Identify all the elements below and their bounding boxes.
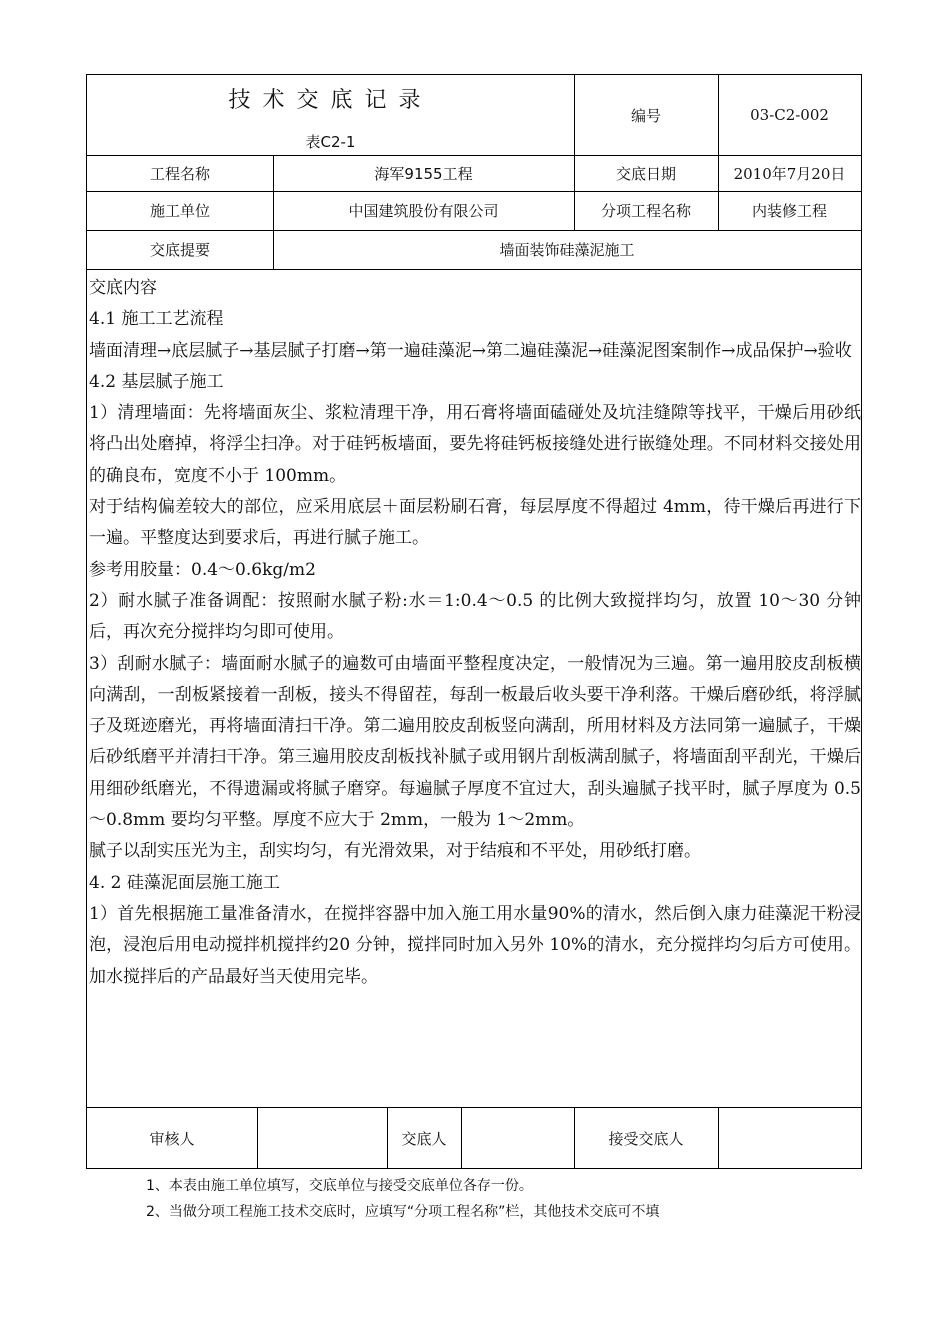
construction-unit-value: 中国建筑股份有限公司 bbox=[348, 202, 499, 220]
form-number: 表C2-1 bbox=[305, 133, 356, 151]
footnote: 2、当做分项工程施工技术交底时，应填写“分项工程名称”栏，其他技术交底可不填 bbox=[146, 1204, 660, 1220]
row-divider bbox=[87, 269, 861, 270]
content-paragraph: 2）耐水腻子准备调配：按照耐水腻子粉:水＝1:0.4～0.5 的比例大致搅拌均匀，放置 10～30 分钟后，再次充分搅拌均匀即可使用。 bbox=[89, 590, 861, 643]
disclosure-content bbox=[89, 273, 861, 993]
receiver-label: 接受交底人 bbox=[608, 1129, 684, 1148]
sub-project-value: 内装修工程 bbox=[751, 202, 827, 220]
content-paragraph: 参考用胶量：0.4～0.6kg/m2 bbox=[89, 559, 316, 580]
code-label: 编号 bbox=[630, 106, 661, 125]
summary-value: 墙面装饰硅藻泥施工 bbox=[499, 241, 635, 259]
content-paragraph: 4.2 基层腻子施工 bbox=[89, 371, 224, 392]
content-paragraph: 对于结构偏差较大的部位，应采用底层＋面层粉刷石膏，每层厚度不得超过 4mm，待干燥后再进行下一遍。平整度达到要求后，再进行腻子施工。 bbox=[89, 497, 861, 549]
discloser-label: 交底人 bbox=[401, 1129, 447, 1148]
disclosure-date-value: 2010年7月20日 bbox=[733, 164, 846, 183]
footnotes bbox=[146, 1173, 659, 1225]
discloser-signature bbox=[461, 1107, 574, 1169]
code-value: 03-C2-002 bbox=[750, 106, 829, 124]
project-name-label: 工程名称 bbox=[149, 164, 210, 183]
reviewer-label: 审核人 bbox=[149, 1129, 195, 1148]
content-paragraph: 4. 2 硅藻泥面层施工施工 bbox=[89, 872, 280, 893]
content-paragraph: 腻子以刮实压光为主，刮实均匀，有光滑效果，对于结痕和不平处，用砂纸打磨。 bbox=[89, 841, 701, 862]
content-paragraph: 1）首先根据施工量准备清水，在搅拌容器中加入施工用水量90%的清水，然后倒入康力硅藻泥干粉浸泡，浸泡后用电动搅拌机搅拌约20 分钟，搅拌同时加入另外 10%的清水，充分搅拌均匀后方可使用。加水搅拌后的产品最好当天使用完毕。 bbox=[89, 903, 861, 987]
content-paragraph: 3）刮耐水腻子：墙面耐水腻子的遍数可由墙面平整程度决定，一般情况为三遍。第一遍用胶皮刮板横向满刮，一刮板紧接着一刮板，接头不得留茬，每刮一板最后收头要干净利落。干燥后磨砂纸，将浮腻子及斑迹磨光，再将墙面清扫干净。第二遍用胶皮刮板竖向满刮，所用材料及方法同第一遍腻子，干燥后砂纸磨平并清扫干净。第三遍用胶皮刮板找补腻子或用钢片刮板满刮腻子，将墙面刮平刮光，干燥后用细砂纸磨光，不得遗漏或将腻子磨穿。每遍腻子厚度不宜过大，刮头遍腻子找平时，腻子厚度为 0.5～0.8mm 要均匀平整。厚度不应大于 2mm，一般为 1～2mm。 bbox=[89, 653, 861, 831]
summary-label: 交底提要 bbox=[149, 241, 210, 259]
document-title: 技术交底记录 bbox=[228, 88, 433, 113]
project-name-value: 海军9155工程 bbox=[374, 164, 473, 183]
receiver-signature bbox=[718, 1107, 861, 1169]
content-paragraph: 1）清理墙面：先将墙面灰尘、浆粒清理干净，用石膏将墙面磕碰处及坑洼缝隙等找平，干燥后用砂纸将凸出处磨掉，将浮尘扫净。对于硅钙板墙面，要先将硅钙板接缝处进行嵌缝处理。不同材料交接处用的确良布，宽度不小于 100mm。 bbox=[89, 403, 861, 486]
construction-unit-label: 施工单位 bbox=[149, 202, 210, 220]
reviewer-signature bbox=[257, 1107, 387, 1169]
content-paragraph: 4.1 施工工艺流程 bbox=[89, 309, 224, 330]
content-paragraph: 墙面清理→底层腻子→基层腻子打磨→第一遍硅藻泥→第二遍硅藻泥→硅藻泥图案制作→成品保护→验收 bbox=[89, 340, 852, 361]
sub-project-label: 分项工程名称 bbox=[600, 202, 691, 220]
content-heading: 交底内容 bbox=[89, 278, 157, 298]
footnote: 1、本表由施工单位填写，交底单位与接受交底单位各存一份。 bbox=[146, 1178, 533, 1194]
disclosure-date-label: 交底日期 bbox=[615, 164, 676, 183]
disclosure-record-table bbox=[86, 74, 862, 1169]
